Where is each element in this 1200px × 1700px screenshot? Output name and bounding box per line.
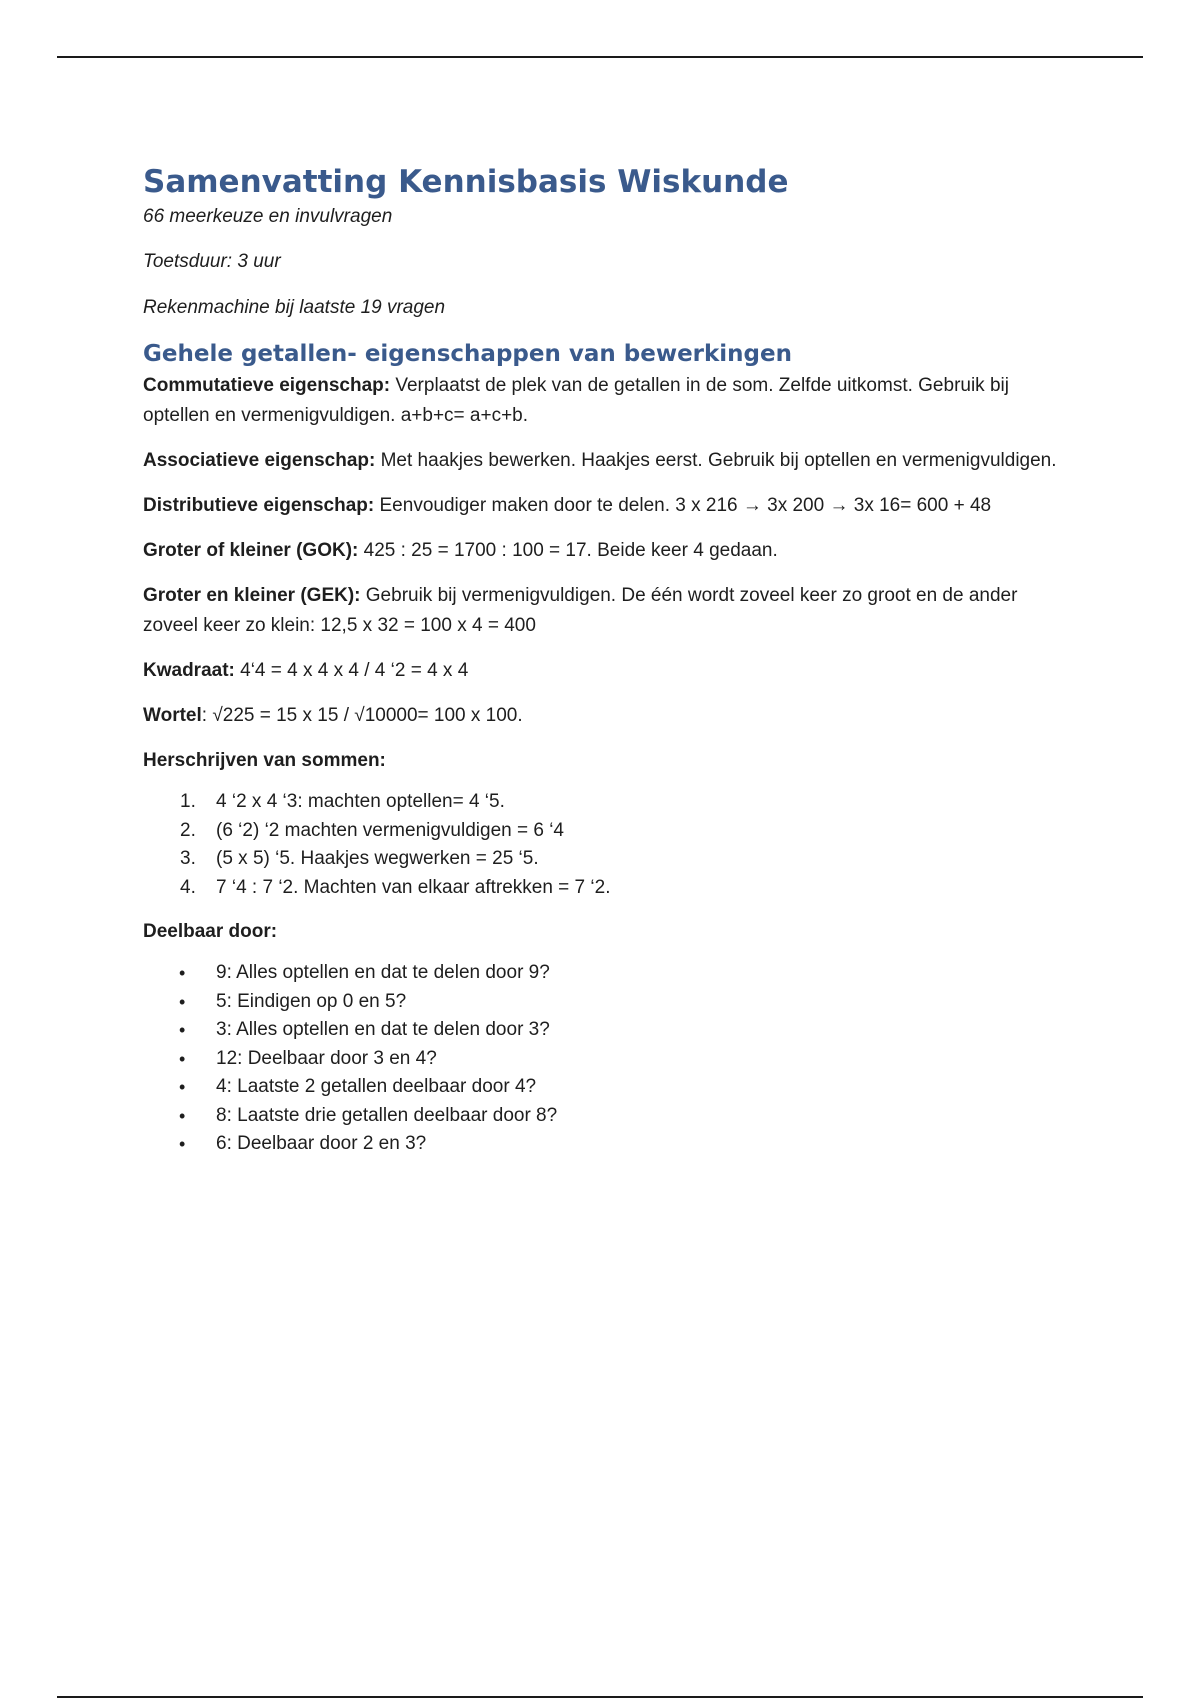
property-term: Groter en kleiner (GEK): xyxy=(143,585,361,606)
divisible-heading xyxy=(143,917,1063,947)
property-root xyxy=(143,701,1063,731)
list-number: 4. xyxy=(180,876,196,898)
list-number: 3. xyxy=(180,848,196,869)
list-number: 1. xyxy=(180,791,196,812)
list-item xyxy=(143,988,1063,1017)
document-title: Samenvatting Kennisbasis Wiskunde xyxy=(143,164,789,200)
property-associative xyxy=(143,446,1063,476)
list-text: 6: Deelbaar door 2 en 3? xyxy=(216,1133,427,1154)
list-text: (6 ‘2) ‘2 machten vermenigvuldigen = 6 ‘4 xyxy=(216,819,564,841)
property-distributive xyxy=(143,491,1063,521)
list-text: 7 ‘4 : 7 ‘2. Machten van elkaar aftrekken = 7 ‘2. xyxy=(216,876,611,898)
list-text: 4: Laatste 2 getallen deelbaar door 4? xyxy=(216,1076,537,1097)
property-text: Eenvoudiger maken door te delen. 3 x 216 → 3x 200 → 3x 16= 600 + 48 xyxy=(374,495,992,516)
list-text: 8: Laatste drie getallen deelbaar door 8? xyxy=(216,1104,558,1126)
list-item xyxy=(143,1016,1063,1045)
property-term: Distributieve eigenschap: xyxy=(143,495,375,516)
bullet-icon: • xyxy=(179,991,186,1012)
property-text: 4‘4 = 4 x 4 x 4 / 4 ‘2 = 4 x 4 xyxy=(234,660,469,681)
property-term: Associatieve eigenschap: xyxy=(143,450,376,471)
section-heading: Gehele getallen- eigenschappen van bewerkingen xyxy=(143,341,792,367)
list-item xyxy=(143,845,1063,874)
property-text: 425 : 25 = 1700 : 100 = 17. Beide keer 4 gedaan. xyxy=(358,540,778,561)
list-item xyxy=(143,1073,1063,1102)
list-item xyxy=(143,788,1063,817)
bullet-icon: • xyxy=(179,1048,186,1069)
document-body xyxy=(143,160,1063,1159)
list-text: 3: Alles optellen en dat te delen door 3? xyxy=(216,1019,550,1040)
property-square xyxy=(143,656,1063,686)
property-gok xyxy=(143,536,1063,566)
bullet-icon: • xyxy=(179,1105,186,1126)
divisible-heading-text: Deelbaar door: xyxy=(143,921,278,942)
list-item xyxy=(143,817,1063,846)
list-text: 4 ‘2 x 4 ‘3: machten optellen= 4 ‘5. xyxy=(216,791,505,812)
rewrite-heading-text: Herschrijven van sommen: xyxy=(143,750,386,771)
property-text: Verplaatst de plek van de getallen in de som. Zelfde uitkomst. Gebruik bij optellen en vermenigvuldigen. a+b+c= a+c+b. xyxy=(143,375,1009,426)
list-item xyxy=(143,959,1063,988)
property-term: Commutatieve eigenschap: xyxy=(143,375,391,396)
property-term: Groter of kleiner (GOK): xyxy=(143,540,359,561)
list-item xyxy=(143,1102,1063,1131)
property-gek xyxy=(143,581,1063,641)
meta-question-count: 66 meerkeuze en invulvragen xyxy=(143,206,393,227)
list-item xyxy=(143,1045,1063,1074)
property-commutative xyxy=(143,371,1063,431)
property-text: Met haakjes bewerken. Haakjes eerst. Gebruik bij optellen en vermenigvuldigen. xyxy=(375,450,1057,471)
list-item xyxy=(143,1130,1063,1159)
rewrite-heading xyxy=(143,746,1063,776)
bullet-icon: • xyxy=(179,1134,186,1154)
list-text: 9: Alles optellen en dat te delen door 9? xyxy=(216,962,550,983)
list-number: 2. xyxy=(180,819,196,841)
bullet-icon: • xyxy=(179,963,186,983)
property-text: Gebruik bij vermenigvuldigen. De één wordt zoveel keer zo groot en de ander zoveel keer zo klein: 12,5 x 32 = 100 x 4 = 400 xyxy=(143,585,1018,636)
list-item xyxy=(143,874,1063,903)
meta-duration: Toetsduur: 3 uur xyxy=(143,251,281,272)
header-rule xyxy=(57,56,1143,58)
list-text: (5 x 5) ‘5. Haakjes wegwerken = 25 ‘5. xyxy=(216,848,539,869)
property-term: Wortel xyxy=(143,705,202,726)
footer-rule xyxy=(57,1696,1143,1698)
list-text: 5: Eindigen op 0 en 5? xyxy=(216,990,407,1012)
property-term: Kwadraat: xyxy=(143,660,235,681)
divisible-rules-list xyxy=(143,959,1063,1159)
bullet-icon: • xyxy=(179,1020,186,1040)
meta-calculator: Rekenmachine bij laatste 19 vragen xyxy=(143,297,446,318)
bullet-icon: • xyxy=(179,1077,186,1097)
list-text: 12: Deelbaar door 3 en 4? xyxy=(216,1047,437,1069)
property-text: : √225 = 15 x 15 / √10000= 100 x 100. xyxy=(201,705,523,726)
rewrite-steps-list xyxy=(143,788,1063,902)
